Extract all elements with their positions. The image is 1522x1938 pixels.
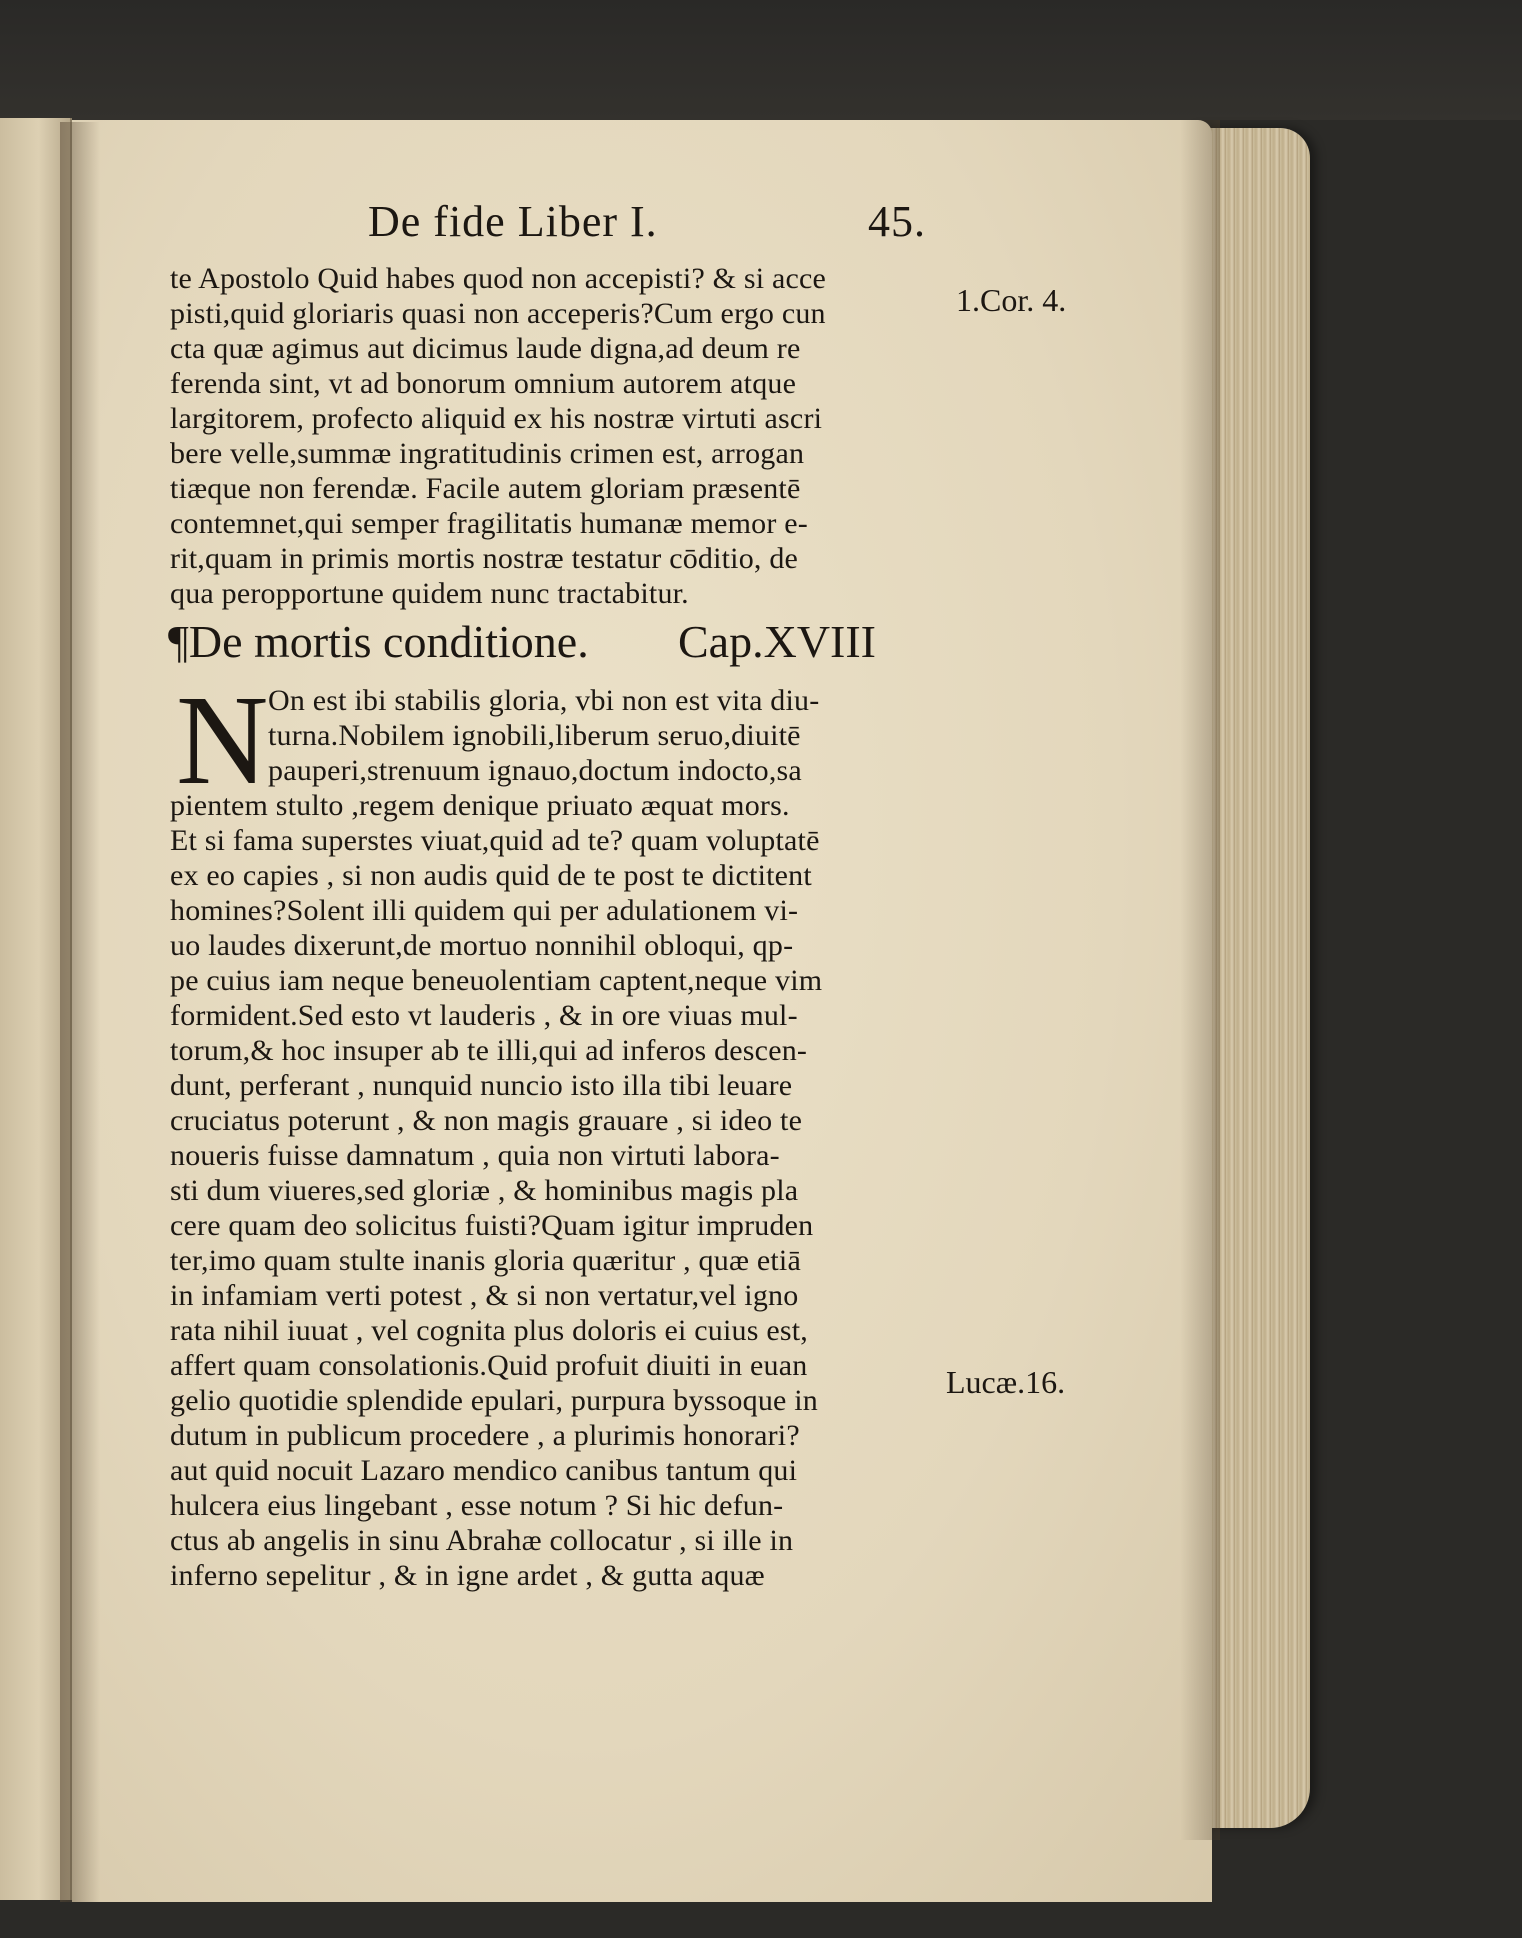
text-line: pe cuius iam neque beneuolentiam captent,neque vim — [170, 964, 823, 997]
text-line: dunt, perferant , nunquid nuncio isto illa tibi leuare — [170, 1069, 793, 1102]
folio-number: 45. — [868, 197, 926, 246]
text-line: inferno sepelitur , & in igne ardet , & gutta aquæ — [170, 1559, 765, 1592]
text-line: noueris fuisse damnatum , quia non virtuti labora- — [170, 1139, 780, 1172]
running-header — [368, 196, 968, 252]
text-line: On est ibi stabilis gloria, vbi non est vita diu- — [268, 684, 820, 717]
text-line: pientem stulto ,regem denique priuato æquat mors. — [170, 789, 790, 822]
text-line: contemnet,qui semper fragilitatis humanæ memor e- — [170, 507, 808, 540]
text-line: aut quid nocuit Lazaro mendico canibus tantum qui — [170, 1454, 798, 1487]
text-line: qua peropportune quidem nunc tractabitur. — [170, 577, 689, 610]
text-line: rata nihil iuuat , vel cognita plus doloris ei cuius est, — [170, 1314, 808, 1347]
text-line: pauperi,strenuum ignauo,doctum indocto,sa — [268, 754, 802, 787]
text-line: pisti,quid gloriaris quasi non acceperis?Cum ergo cun — [170, 297, 826, 330]
text-line: bere velle,summæ ingratitudinis crimen est, arrogan — [170, 437, 805, 470]
text-line: cta quæ agimus aut dicimus laude digna,ad deum re — [170, 332, 801, 365]
text-line: ctus ab angelis in sinu Abrahæ collocatur , si ille in — [170, 1524, 794, 1557]
marginal-reference: Lucæ.16. — [946, 1364, 1066, 1400]
book-gutter — [60, 122, 100, 1902]
text-line: hulcera eius lingebant , esse notum ? Si hic defun- — [170, 1489, 784, 1522]
header-title: De fide Liber I. — [368, 197, 658, 246]
text-line: ex eo capies , si non audis quid de te post te dictitent — [170, 859, 812, 892]
chapter-title: ¶De mortis conditione. — [168, 616, 589, 667]
text-line: homines?Solent illi quidem qui per adulationem vi- — [170, 894, 799, 927]
text-line: cruciatus poterunt , & non magis grauare , si ideo te — [170, 1104, 803, 1137]
page-shadow — [1180, 120, 1220, 1840]
text-line: uo laudes dixerunt,de mortuo nonnihil obloqui, qp- — [170, 929, 794, 962]
text-line: cere quam deo solicitus fuisti?Quam igitur impruden — [170, 1209, 814, 1242]
drop-cap-initial: N — [176, 669, 269, 811]
text-line: dutum in publicum procedere , a plurimis honorari? — [170, 1419, 800, 1452]
text-line: affert quam consolationis.Quid profuit diuiti in euan — [170, 1349, 808, 1382]
text-line: largitorem, profecto aliquid ex his nostræ virtuti ascri — [170, 402, 823, 435]
text-line: ter,imo quam stulte inanis gloria quæritur , quæ etiā — [170, 1244, 801, 1277]
text-line: turna.Nobilem ignobili,liberum seruo,diuitē — [268, 719, 801, 752]
text-line: gelio quotidie splendide epulari, purpura byssoque in — [170, 1384, 818, 1417]
chapter-heading — [168, 615, 876, 668]
text-line: formident.Sed esto vt lauderis , & in ore viuas mul- — [170, 999, 798, 1032]
text-line: ferenda sint, vt ad bonorum omnium autorem atque — [170, 367, 797, 400]
text-line: Et si fama superstes viuat,quid ad te? quam voluptatē — [170, 824, 820, 857]
dark-background — [0, 0, 1522, 120]
text-line: te Apostolo Quid habes quod non accepisti? & si acce — [170, 262, 827, 295]
text-line: torum,& hoc insuper ab te illi,qui ad inferos descen- — [170, 1034, 808, 1067]
text-line: tiæque non ferendæ. Facile autem gloriam præsentē — [170, 472, 801, 505]
marginal-reference: 1.Cor. 4. — [956, 282, 1067, 318]
text-line: rit,quam in primis mortis nostræ testatur cōditio, de — [170, 542, 799, 575]
text-line: in infamiam verti potest , & si non vertatur,vel igno — [170, 1279, 799, 1312]
text-line: sti dum viueres,sed gloriæ , & hominibus magis pla — [170, 1174, 799, 1207]
chapter-number: Cap.XVIII — [678, 616, 876, 667]
